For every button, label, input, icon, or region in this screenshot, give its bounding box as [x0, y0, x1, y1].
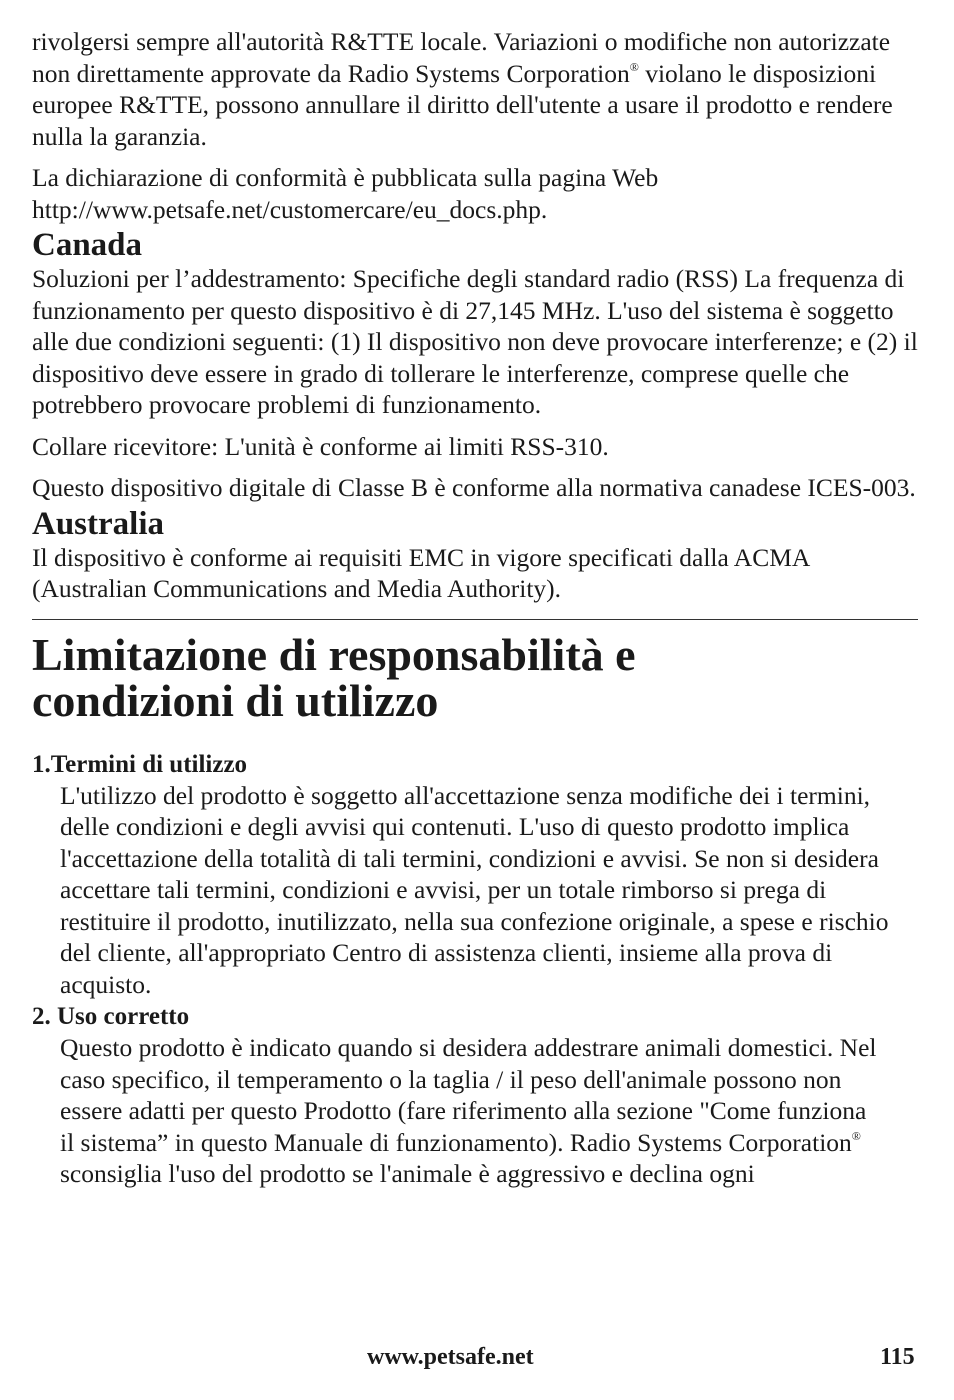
canada-heading: Canada [32, 227, 143, 263]
footer-url: www.petsafe.net [367, 1344, 534, 1370]
section-1-body: L'utilizzo del prodotto è soggetto all'accettazione senza modifiche dei i termini, delle condizioni e degli avvisi qui contenuti. L'uso di questo prodotto implica l'accettazione della totalità di tali termini, condizioni e avvisi. Se non si desidera accettare tali termini, condizioni e avvisi, per un totale rimborso si prega di restituire il prodotto, inutilizzato, nella sua confezione originale, a spese e rischio del cliente, all'appropriato Centro di assistenza clienti, insieme alla prova di acquisto. [60, 780, 889, 999]
intro-paragraph-2: La dichiarazione di conformità è pubblicata sulla pagina Web http://www.petsafe.net/customercare/eu_docs.php. [32, 163, 659, 224]
page-title-line-2: condizioni di utilizzo [32, 674, 439, 726]
section-2-body [32, 1032, 880, 1190]
page-footer [0, 1344, 954, 1374]
registered-mark: ® [629, 59, 639, 74]
section-2-text-b: sconsiglia l'uso del prodotto se l'animale è aggressivo e declina ogni [60, 1159, 755, 1188]
intro-paragraph-1 [32, 26, 912, 152]
canada-paragraph-1: Soluzioni per l’addestramento: Specifiche degli standard radio (RSS) La frequenza di funzionamento per questo dispositivo è di 27,145 MHz. L'uso del sistema è soggetto alle due condizioni seguenti: (1) Il dispositivo non deve provocare interferenze; e (2) il dispositivo deve essere in grado di tollerare le interferenze, comprese quelle che potrebbero provocare problemi di funzionamento. [32, 264, 918, 419]
intro-text-1b: violano le disposizioni europee R&TTE, possono annullare il diritto dell'utente a usare il prodotto e rendere nulla la garanzia. [32, 58, 893, 151]
section-2-number: 2. [32, 1003, 51, 1030]
section-1-title-text: Termini di utilizzo [50, 750, 248, 778]
australia-paragraph-1: Il dispositivo è conforme ai requisiti EMC in vigore specificati dalla ACMA (Australian Communications and Media Authority). [32, 542, 809, 603]
australia-heading: Australia [32, 505, 164, 542]
document-page [32, 26, 922, 1190]
section-2-title [32, 1002, 922, 1032]
canada-paragraph-2: Collare ricevitore: L'unità è conforme ai limiti RSS-310. [32, 431, 609, 461]
section-1-title [32, 750, 922, 780]
section-1-number: 1. [32, 750, 51, 778]
page-number: 115 [880, 1344, 915, 1370]
page-title [32, 628, 922, 726]
page-title-line-1: Limitazione di responsabilità e [32, 628, 636, 680]
section-2-text-a: Questo prodotto è indicato quando si desidera addestrare animali domestici. Nel caso specifico, il temperamento o la taglia / il peso dell'animale possono non essere adatti per questo Prodotto (fare riferimento alla sezione "Come funziona il sistema” in questo Manuale di funzionamento). Radio Systems Corporation [60, 1033, 877, 1157]
section-2-title-text: Uso corretto [57, 1003, 190, 1030]
registered-mark-2: ® [851, 1128, 861, 1143]
canada-paragraph-3: Questo dispositivo digitale di Classe B è conforme alla normativa canadese ICES-003. [32, 473, 916, 502]
intro-text-1a: rivolgersi sempre all'autorità R&TTE locale. Variazioni o modifiche non autorizzate non direttamente approvate da Radio Systems Corporation [32, 27, 891, 88]
section-divider [32, 619, 918, 620]
